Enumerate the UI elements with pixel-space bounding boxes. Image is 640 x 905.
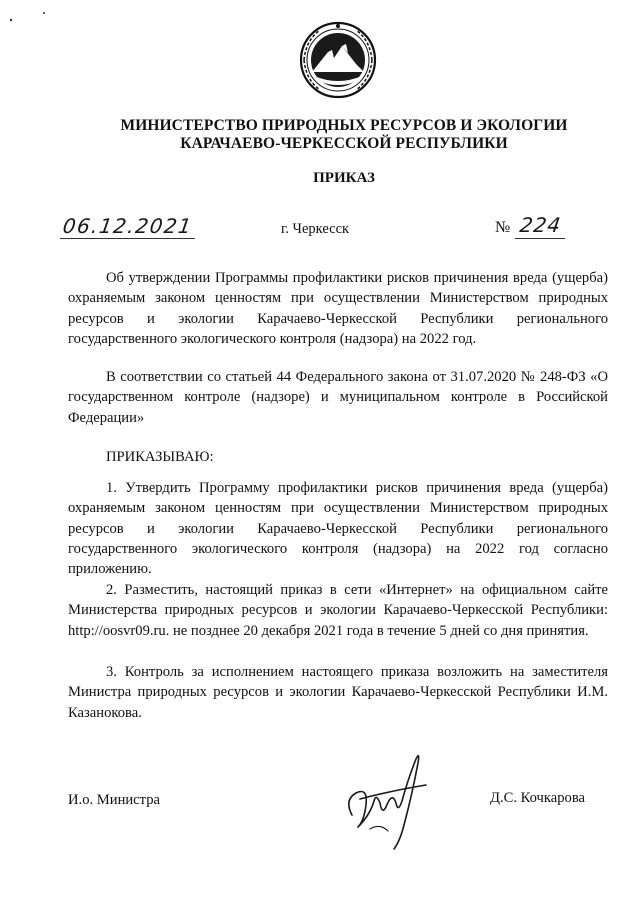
- signer-name: Д.С. Кочкарова: [490, 790, 586, 806]
- number-sign: №: [495, 219, 511, 236]
- order-item-1: 1. Утвердить Программу профилактики рисков причинения вреда (ущерба) охраняемым законом ценностям при осуществлении Министерством природных ресурсов и экологии Карачаево-Черкесской Республики регионального государственного экологического контроля (надзора) на 2022 год согласно приложению.: [68, 480, 608, 578]
- ministry-name-line-1: МИНИСТЕРСТВО ПРИРОДНЫХ РЕСУРСОВ И ЭКОЛОГИИ: [120, 117, 568, 134]
- handwritten-date: 06.12.2021: [61, 214, 195, 238]
- handwritten-number: 224: [518, 213, 563, 237]
- city: г. Черкесск: [281, 221, 350, 237]
- coat-of-arms-emblem-icon: [298, 20, 378, 100]
- signer-title: И.о. Министра: [68, 792, 160, 808]
- scan-specks: [6, 8, 56, 28]
- order-word: ПРИКАЗЫВАЮ:: [106, 449, 214, 465]
- ministry-name-line-2: КАРАЧАЕВО-ЧЕРКЕССКОЙ РЕСПУБЛИКИ: [180, 135, 508, 152]
- number-underline: [515, 238, 565, 239]
- ministry-name: [70, 117, 618, 153]
- date-underline: [60, 238, 195, 239]
- legal-basis: В соответствии со статьей 44 Федерального закона от 31.07.2020 № 248-ФЗ «О государственном контроле (надзоре) и муниципальном контроле в Российской Федерации»: [68, 369, 608, 426]
- order-subject: Об утверждении Программы профилактики рисков причинения вреда (ущерба) охраняемым законом ценностям при осуществлении Министерством природных ресурсов и экологии Карачаево-Черкесской Республики регионального государственного экологического контроля (надзора) на 2022 год.: [68, 270, 608, 347]
- handwritten-signature-icon: [340, 745, 440, 855]
- order-item-3: 3. Контроль за исполнением настоящего приказа возложить на заместителя Министра природных ресурсов и экологии Карачаево-Черкесской Республики И.М. Казанокова.: [68, 664, 608, 721]
- order-item-2: 2. Разместить, настоящий приказ в сети «Интернет» на официальном сайте Министерства природных ресурсов и экологии Карачаево-Черкесской Республики: http://oosvr09.ru. не позднее 20 декабря 2021 года в течение 5 дней со дня принятия.: [68, 582, 608, 639]
- document-type: ПРИКАЗ: [313, 170, 375, 186]
